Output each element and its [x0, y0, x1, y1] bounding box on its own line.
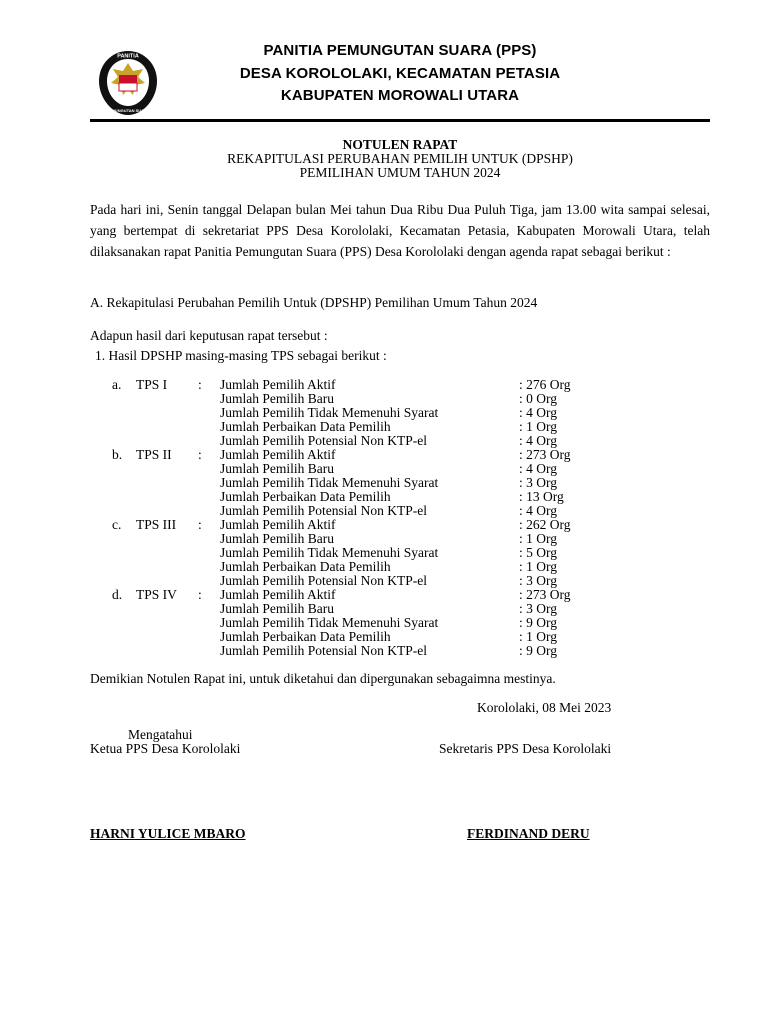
row-value: : 273 Org: [519, 587, 571, 602]
row-value: : 4 Org: [519, 461, 558, 476]
row-value: : 4 Org: [519, 405, 558, 420]
row-value: : 3 Org: [519, 601, 558, 616]
tps-letter: d.: [112, 587, 123, 602]
tps-colon: :: [198, 517, 202, 532]
row-value: : 1 Org: [519, 629, 558, 644]
row-label: Jumlah Perbaikan Data Pemilih: [220, 489, 391, 504]
tps-letter: b.: [112, 447, 123, 462]
row-label: Jumlah Pemilih Tidak Memenuhi Syarat: [220, 475, 439, 490]
row-value: : 3 Org: [519, 475, 558, 490]
row-value: : 9 Org: [519, 643, 558, 658]
row-value: : 9 Org: [519, 615, 558, 630]
row-value: : 276 Org: [519, 377, 571, 392]
tps-name: TPS II: [136, 447, 172, 462]
secretary-title: Sekretaris PPS Desa Korololaki: [439, 741, 612, 756]
acknowledged-label: Mengatahui: [128, 727, 193, 742]
tps-name: TPS I: [136, 377, 168, 392]
letterhead-line-3: KABUPATEN MOROWALI UTARA: [280, 87, 520, 104]
row-value: : 1 Org: [519, 531, 558, 546]
place-date: Korololaki, 08 Mei 2023: [477, 700, 612, 715]
letterhead-line-2: DESA KOROLOLAKI, KECAMATAN PETASIA: [239, 65, 561, 82]
row-label: Jumlah Pemilih Aktif: [220, 447, 336, 462]
row-label: Jumlah Pemilih Potensial Non KTP-el: [220, 503, 427, 518]
row-value: : 3 Org: [519, 573, 558, 588]
row-value: : 1 Org: [519, 559, 558, 574]
results-item: 1. Hasil DPSHP masing-masing TPS sebagai berikut :: [95, 348, 387, 363]
tps-colon: :: [198, 377, 202, 392]
chairman-title: Ketua PPS Desa Korololaki: [90, 741, 241, 756]
row-value: : 1 Org: [519, 419, 558, 434]
row-label: Jumlah Perbaikan Data Pemilih: [220, 419, 391, 434]
row-value: : 13 Org: [519, 489, 564, 504]
row-label: Jumlah Pemilih Tidak Memenuhi Syarat: [220, 615, 439, 630]
logo-top-text: PANITIA: [117, 53, 139, 60]
row-label: Jumlah Pemilih Potensial Non KTP-el: [220, 573, 427, 588]
intro-paragraph: Pada hari ini, Senin tanggal Delapan bulan Mei tahun Dua Ribu Dua Puluh Tiga, jam 13.00 wita sampai selesai, yang bertempat di sekretariat PPS Desa Korololaki, Kecamatan Petasia, Kabupaten Morowali Utara, telah dilaksanakan rapat Panitia Pemungutan Suara (PPS) Desa Korololaki dengan agenda rapat sebagai berikut :: [90, 202, 710, 259]
row-label: Jumlah Pemilih Aktif: [220, 587, 336, 602]
tps-letter: a.: [112, 377, 122, 392]
row-label: Jumlah Perbaikan Data Pemilih: [220, 629, 391, 644]
row-label: Jumlah Pemilih Baru: [220, 531, 334, 546]
row-label: Jumlah Pemilih Baru: [220, 391, 334, 406]
row-label: Jumlah Pemilih Aktif: [220, 377, 336, 392]
row-label: Jumlah Pemilih Aktif: [220, 517, 336, 532]
row-label: Jumlah Perbaikan Data Pemilih: [220, 559, 391, 574]
row-label: Jumlah Pemilih Tidak Memenuhi Syarat: [220, 405, 439, 420]
document-subtitle-1: REKAPITULASI PERUBAHAN PEMILIH UNTUK (DPSHP): [227, 151, 573, 166]
document-subtitle-2: PEMILIHAN UMUM TAHUN 2024: [299, 165, 501, 180]
tps-colon: :: [198, 587, 202, 602]
row-value: : 0 Org: [519, 391, 558, 406]
row-label: Jumlah Pemilih Tidak Memenuhi Syarat: [220, 545, 439, 560]
row-label: Jumlah Pemilih Baru: [220, 601, 334, 616]
row-label: Jumlah Pemilih Potensial Non KTP-el: [220, 433, 427, 448]
tps-name: TPS IV: [136, 587, 177, 602]
svg-text:PEMUNGUTAN SUARA: PEMUNGUTAN SUARA: [106, 108, 150, 113]
secretary-name: FERDINAND DERU: [467, 826, 590, 841]
kpu-logo: [97, 49, 159, 117]
row-label: Jumlah Pemilih Potensial Non KTP-el: [220, 643, 427, 658]
row-value: : 4 Org: [519, 503, 558, 518]
letterhead-divider: [90, 119, 710, 122]
agenda-item: A. Rekapitulasi Perubahan Pemilih Untuk (DPSHP) Pemilihan Umum Tahun 2024: [90, 295, 538, 310]
letterhead-line-1: PANITIA PEMUNGUTAN SUARA (PPS): [263, 42, 537, 59]
row-value: : 262 Org: [519, 517, 571, 532]
tps-letter: c.: [112, 517, 122, 532]
row-value: : 4 Org: [519, 433, 558, 448]
row-label: Jumlah Pemilih Baru: [220, 461, 334, 476]
row-value: : 273 Org: [519, 447, 571, 462]
document-title: NOTULEN RAPAT: [342, 137, 458, 152]
row-value: : 5 Org: [519, 545, 558, 560]
closing-statement: Demikian Notulen Rapat ini, untuk diketahui dan dipergunakan sebagaimna mestinya.: [90, 671, 556, 686]
tps-colon: :: [198, 447, 202, 462]
results-intro: Adapun hasil dari keputusan rapat tersebut :: [90, 328, 328, 343]
chairman-name: HARNI YULICE MBARO: [90, 826, 246, 841]
tps-name: TPS III: [136, 517, 177, 532]
